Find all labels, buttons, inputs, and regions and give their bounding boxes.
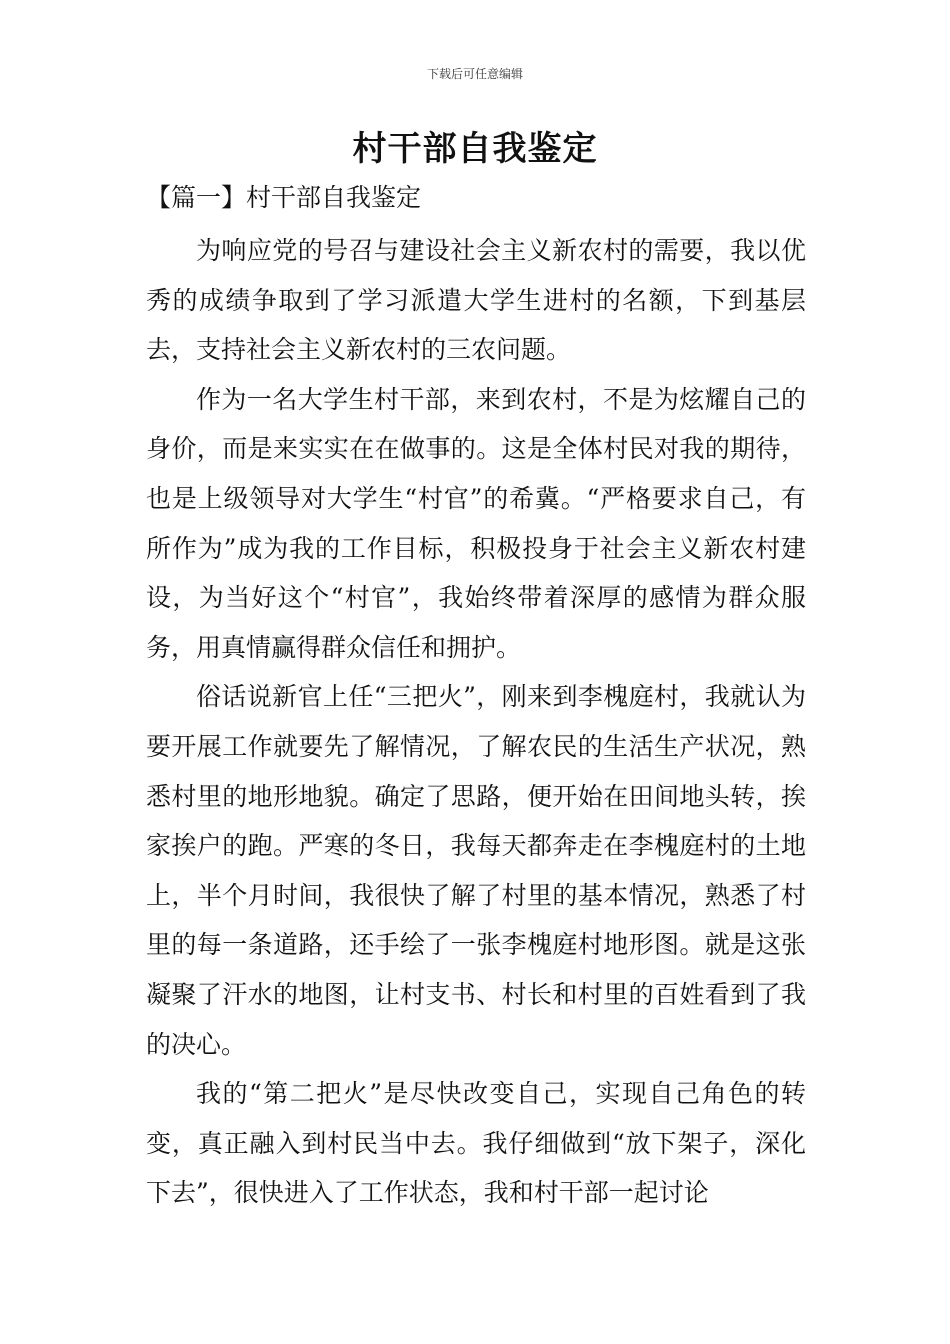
paragraph: 作为一名大学生村干部，来到农村，不是为炫耀自己的身价，而是来实实在在做事的。这是全体村民对我的期待，也是上级领导对大学生“村官”的希冀。“严格要求自己，有所作为”成为我的工作目标，积极投身于社会主义新农村建设，为当好这个“村官”，我始终带着深厚的感情为群众服务，用真情赢得群众信任和拥护。 — [146, 384, 806, 662]
paragraph: 为响应党的号召与建设社会主义新农村的需要，我以优秀的成绩争取到了学习派遣大学生进村的名额，下到基层去，支持社会主义新农村的三农问题。 — [146, 236, 806, 365]
paragraph: 俗话说新官上任“三把火”，刚来到李槐庭村，我就认为要开展工作就要先了解情况，了解农民的生活生产状况，熟悉村里的地形地貌。确定了思路，便开始在田间地头转，挨家挨户的跑。严寒的冬日，我每天都奔走在李槐庭村的土地上，半个月时间，我很快了解了村里的基本情况，熟悉了村里的每一条道路，还手绘了一张李槐庭村地形图。就是这张凝聚了汗水的地图，让村支书、村长和村里的百姓看到了我的决心。 — [146, 682, 806, 1059]
document-body — [146, 226, 806, 1218]
header-note: 下载后可任意编辑 — [426, 67, 523, 81]
section-heading: 【篇一】村干部自我鉴定 — [146, 183, 422, 212]
document-title: 村干部自我鉴定 — [352, 129, 598, 169]
paragraph: 我的“第二把火”是尽快改变自己，实现自己角色的转变，真正融入到村民当中去。我仔细做到“放下架子，深化下去”，很快进入了工作状态，我和村干部一起讨论 — [146, 1079, 806, 1208]
